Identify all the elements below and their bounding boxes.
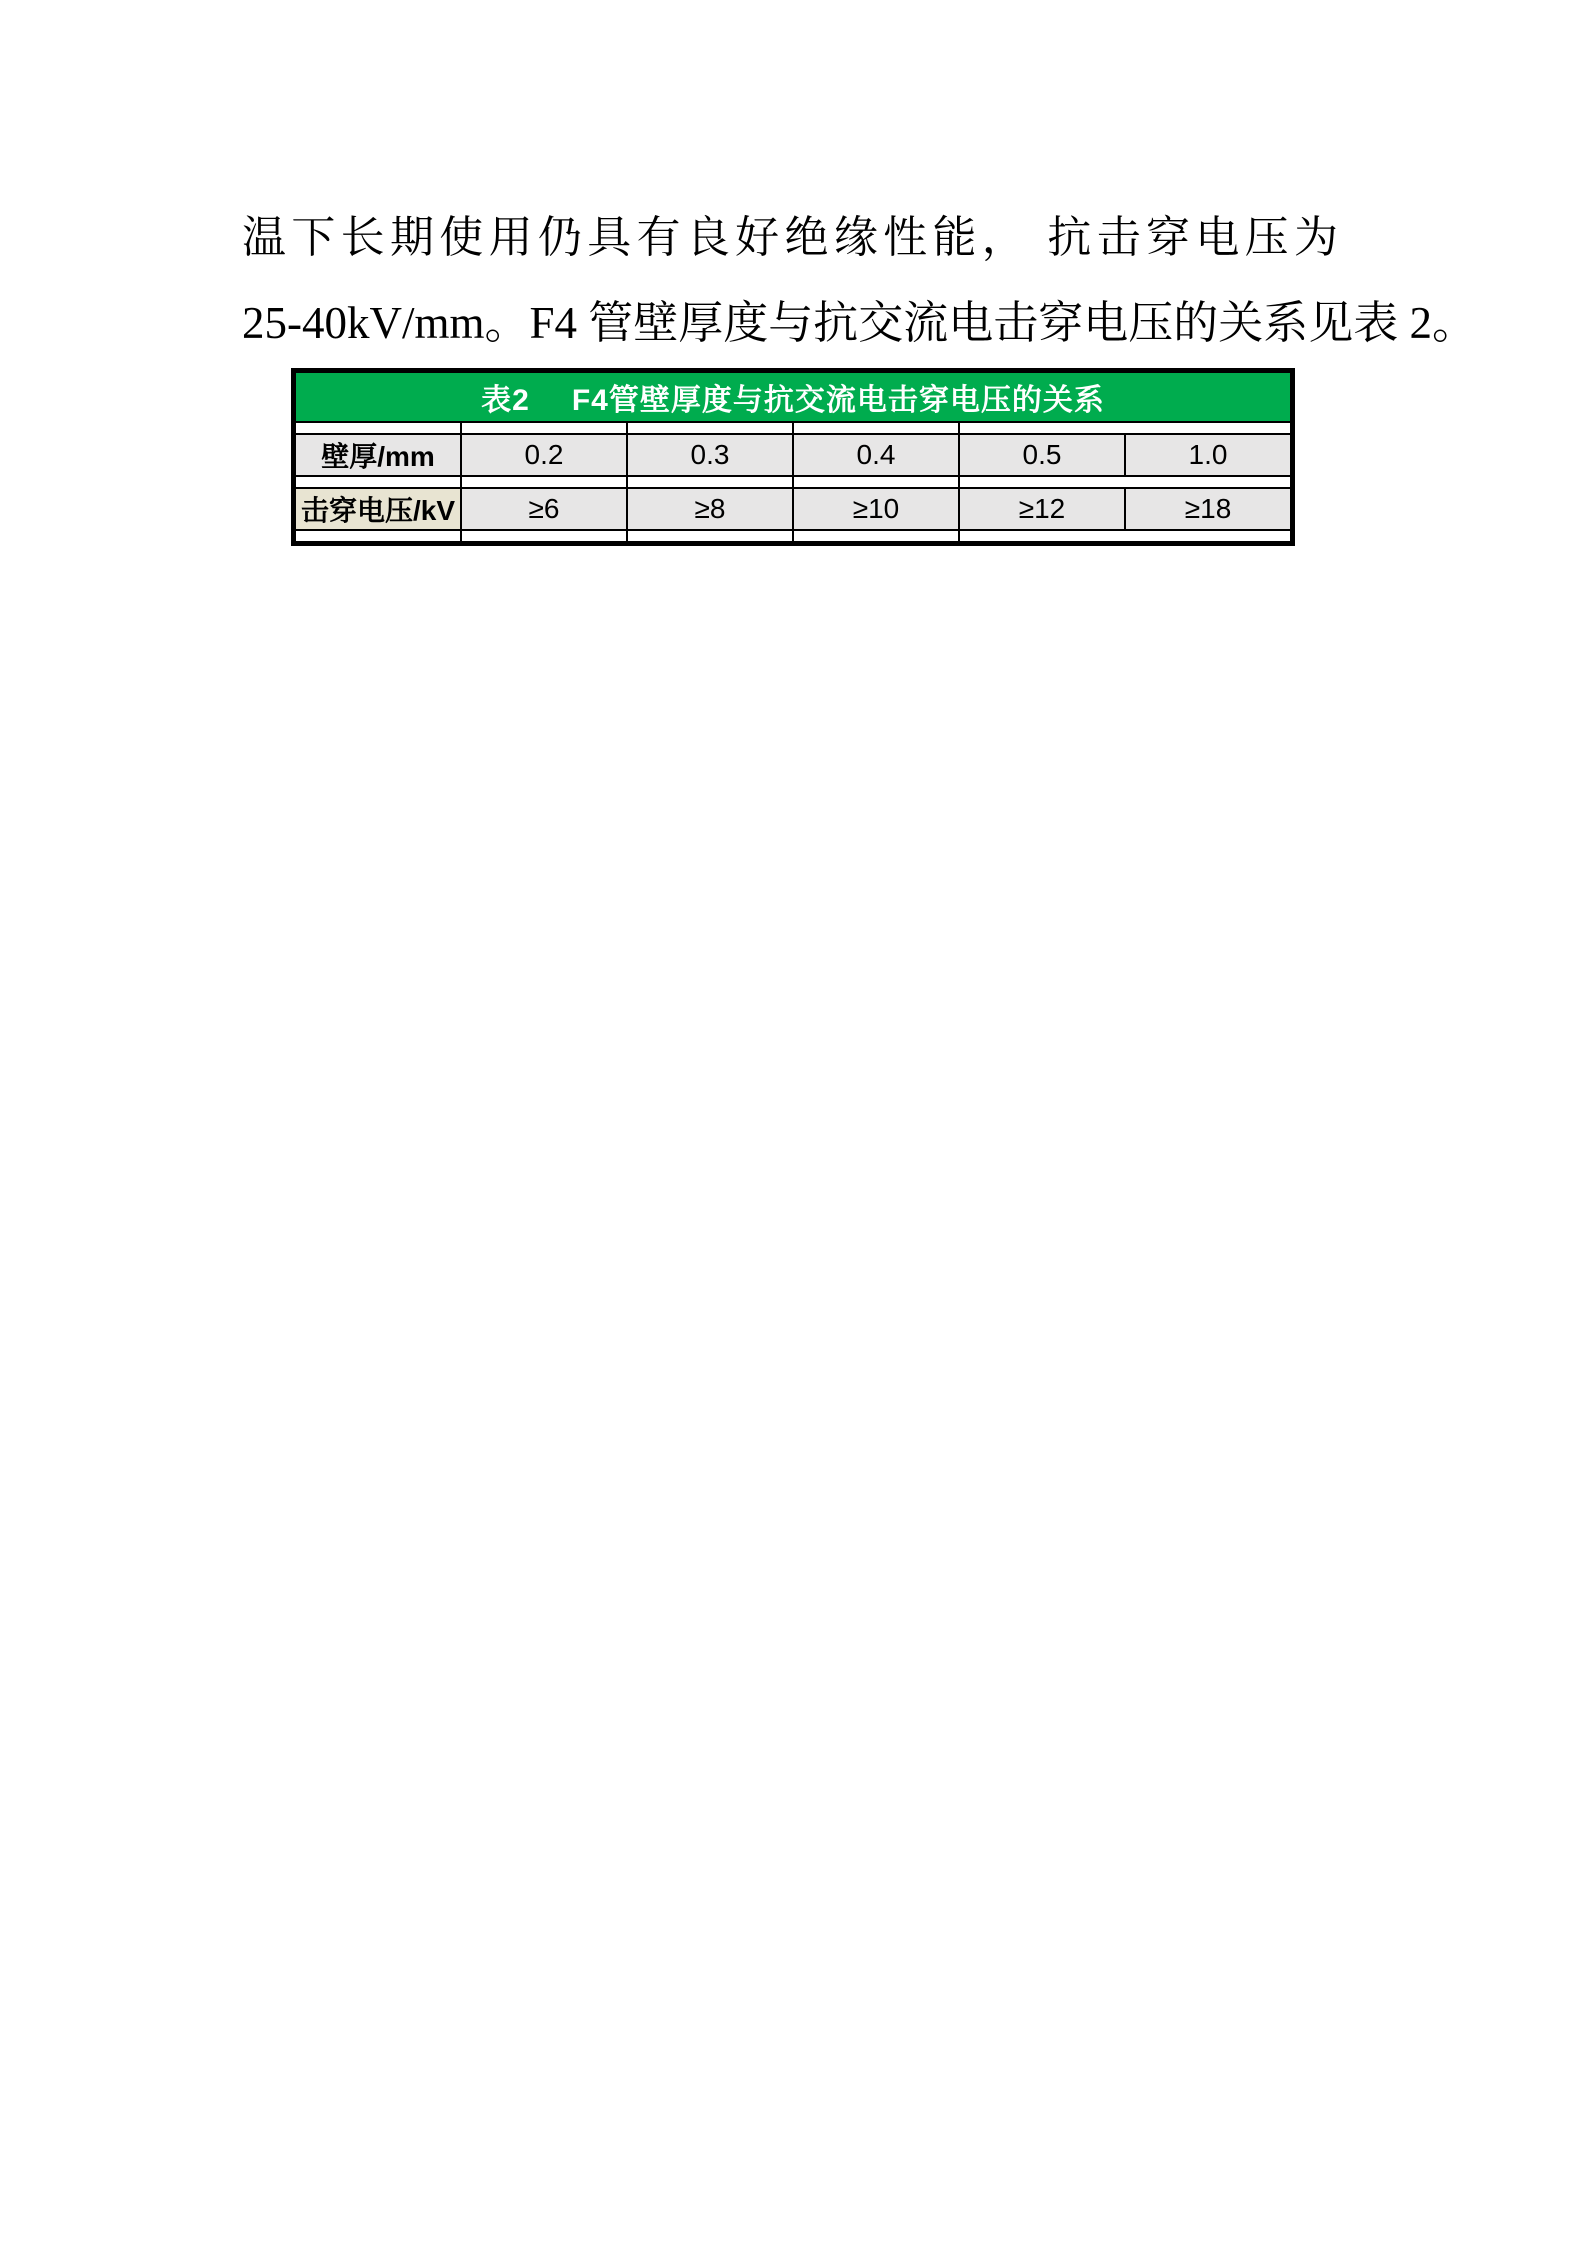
spacer-row	[295, 530, 1291, 542]
spacer-cell	[627, 476, 793, 488]
table-cell: ≥6	[461, 488, 627, 530]
table-cell: 0.3	[627, 434, 793, 476]
table-cell: ≥18	[1125, 488, 1291, 530]
row-label-breakdown-voltage: 击穿电压/kV	[295, 488, 461, 530]
table-row-breakdown-voltage	[295, 488, 1291, 530]
spacer-cell	[461, 476, 627, 488]
spacer-row	[295, 422, 1291, 434]
spacer-cell	[793, 476, 959, 488]
spacer-cell	[295, 476, 461, 488]
spacer-cell	[295, 422, 461, 434]
table-2-grid	[294, 371, 1292, 543]
table-cell: ≥8	[627, 488, 793, 530]
spacer-cell	[627, 422, 793, 434]
spacer-cell	[627, 530, 793, 542]
spacer-cell	[959, 530, 1291, 542]
table-cell: 0.2	[461, 434, 627, 476]
table-cell: 0.5	[959, 434, 1125, 476]
table-title-prefix: 表2	[481, 384, 530, 417]
table-title	[295, 372, 1291, 422]
table-cell: 1.0	[1125, 434, 1291, 476]
table-title-row	[295, 372, 1291, 422]
table-title-text: F4管壁厚度与抗交流电击穿电压的关系	[571, 384, 1105, 417]
table-cell: 0.4	[793, 434, 959, 476]
table-row-wall-thickness	[295, 434, 1291, 476]
table-cell: ≥12	[959, 488, 1125, 530]
spacer-cell	[793, 422, 959, 434]
table-cell: ≥10	[793, 488, 959, 530]
spacer-cell	[461, 530, 627, 542]
paragraph-line-1: 温下长期使用仍具有良好绝缘性能， 抗击穿电压为	[242, 213, 1338, 262]
spacer-cell	[959, 476, 1291, 488]
spacer-row	[295, 476, 1291, 488]
paragraph-line-2: 25-40kV/mm。F4 管壁厚度与抗交流电击穿电压的关系见表 2。	[242, 298, 1478, 348]
spacer-cell	[793, 530, 959, 542]
table-2	[291, 368, 1295, 546]
spacer-cell	[295, 530, 461, 542]
spacer-cell	[959, 422, 1291, 434]
spacer-cell	[461, 422, 627, 434]
row-label-wall-thickness: 壁厚/mm	[295, 434, 461, 476]
